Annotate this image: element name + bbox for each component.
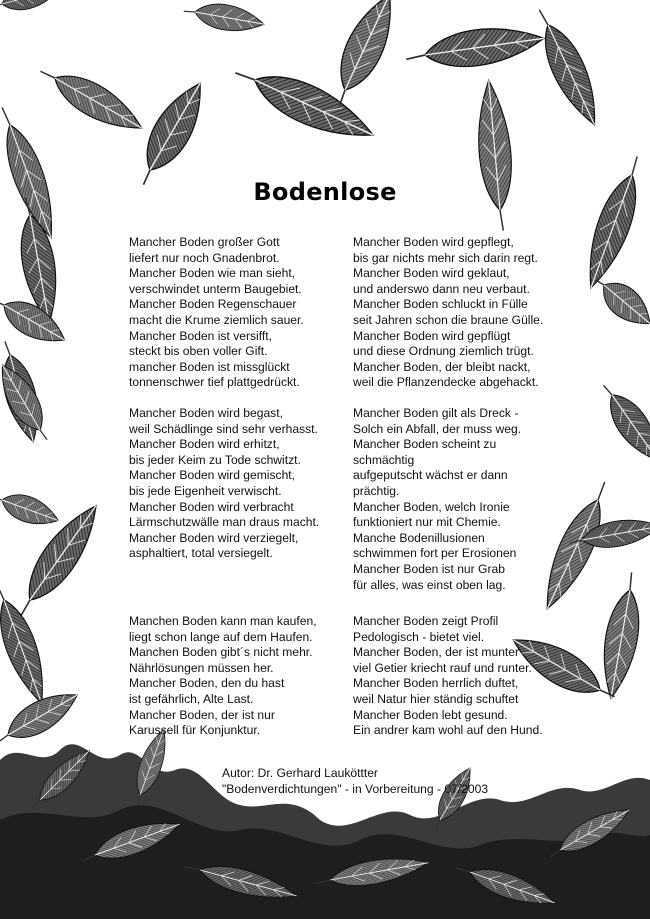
poem-line: schwimmen fort per Erosionen: [353, 546, 517, 561]
stanza-right-2: [353, 406, 521, 593]
poem-line: für alles, was einst oben lag.: [353, 577, 506, 592]
poem-line: weil Natur hier ständig schuftet: [353, 691, 519, 706]
poem-line: bis jeder Keim zu Tode schwitzt.: [129, 452, 301, 467]
poem-line: Mancher Boden wie man sieht,: [129, 266, 296, 281]
poem-line: Karussell für Konjunktur.: [129, 723, 261, 738]
poem-line: Mancher Boden wird geklaut,: [353, 266, 510, 281]
poem-line: Mancher Boden, der ist nur: [129, 707, 275, 722]
poem-line: ist gefährlich, Alte Last.: [129, 691, 254, 706]
poem-line: Mancher Boden scheint zu: [353, 437, 497, 452]
poem-line: bis jede Eigenheit verwischt.: [129, 483, 282, 498]
poem-line: Mancher Boden großer Gott: [129, 235, 280, 249]
poem-line: Mancher Boden wird gepflügt: [353, 328, 511, 343]
poem-line: prächtig.: [353, 483, 400, 498]
stanza-left-3: [129, 614, 317, 739]
poem-line: asphaltiert, total versiegelt.: [129, 546, 273, 561]
poem-line: Ein andrer kam wohl auf den Hund.: [353, 723, 543, 738]
poem-line: Mancher Boden ist nur Grab: [353, 561, 505, 576]
poem-line: Mancher Boden herrlich duftet,: [353, 676, 519, 691]
stanza-left-1: [129, 235, 304, 391]
poem-line: steckt bis oben voller Gift.: [129, 344, 268, 359]
poem-line: funktioniert nur mit Chemie.: [353, 515, 501, 530]
poem-line: mancher Boden ist missglückt: [129, 359, 290, 374]
poem-line: Pedologisch - bietet viel.: [353, 629, 485, 644]
poem-line: tonnenschwer tief plattgedrückt.: [129, 375, 300, 390]
poem-line: Mancher Boden gilt als Dreck -: [353, 406, 519, 420]
poem-line: Manche Bodenillusionen: [353, 530, 485, 545]
poem-line: verschwindet unterm Baugebiet.: [129, 281, 302, 296]
poem-line: seit Jahren schon die braune Gülle.: [353, 312, 544, 327]
stanza-right-1: [353, 235, 543, 391]
poem-line: Mancher Boden wird gemischt,: [129, 468, 296, 483]
poem-line: viel Getier kriecht rauf und runter.: [353, 660, 532, 675]
poem-line: weil die Pflanzendecke abgehackt.: [353, 375, 539, 390]
stanza-right-3: [353, 614, 543, 739]
poem-line: Mancher Boden Regenschauer: [129, 297, 297, 312]
stanza-left-2: [129, 406, 319, 562]
poem-line: Mancher Boden wird verbracht: [129, 499, 294, 514]
poem-title: Bodenlose: [253, 178, 397, 206]
poem-line: Solch ein Abfall, der muss weg.: [353, 421, 522, 436]
poem-line: macht die Krume ziemlich sauer.: [129, 312, 304, 327]
poem-line: Mancher Boden lebt gesund.: [353, 707, 508, 722]
author-credit: [222, 766, 488, 797]
poem-line: aufgeputscht wächst er dann: [353, 468, 508, 483]
poem-line: Mancher Boden wird verziegelt,: [129, 530, 299, 545]
poem-line: Mancher Boden zeigt Profil: [353, 614, 499, 628]
poem-line: Manchen Boden kann man kaufen,: [129, 614, 317, 628]
poem-line: Lärmschutzwälle man draus macht.: [129, 515, 320, 530]
poem-line: liefert nur noch Gnadenbrot.: [129, 250, 280, 265]
poem-line: bis gar nichts mehr sich darin regt.: [353, 250, 538, 265]
poem-line: Mancher Boden ist versifft,: [129, 328, 272, 343]
poem-line: und anderswo dann neu verbaut.: [353, 281, 530, 296]
poem-line: Mancher Boden wird begast,: [129, 406, 283, 420]
poem-line: Mancher Boden wird erhitzt,: [129, 437, 280, 452]
poem-line: Mancher Boden wird gepflegt,: [353, 235, 514, 249]
poem-line: und diese Ordnung ziemlich trügt.: [353, 344, 534, 359]
poem-line: Mancher Boden schluckt in Fülle: [353, 297, 528, 312]
poem-line: Nährlösungen müssen her.: [129, 660, 274, 675]
poem-line: Mancher Boden, der bleibt nackt,: [353, 359, 531, 374]
source-note: "Bodenverdichtungen" - in Vorbereitung - 07/2003: [222, 781, 489, 796]
poem-line: Mancher Boden, den du hast: [129, 676, 285, 691]
poem-line: schmächtig: [353, 452, 415, 467]
poem-line: Mancher Boden, welch Ironie: [353, 499, 510, 514]
poem-line: Manchen Boden gibt´s nicht mehr.: [129, 645, 313, 660]
poem-line: weil Schädlinge sind sehr verhasst.: [129, 421, 318, 436]
poem-line: Mancher Boden, der ist munter: [353, 645, 520, 660]
author-name: Autor: Dr. Gerhard Lauköttter: [222, 766, 378, 780]
poem-line: liegt schon lange auf dem Haufen.: [129, 629, 313, 644]
